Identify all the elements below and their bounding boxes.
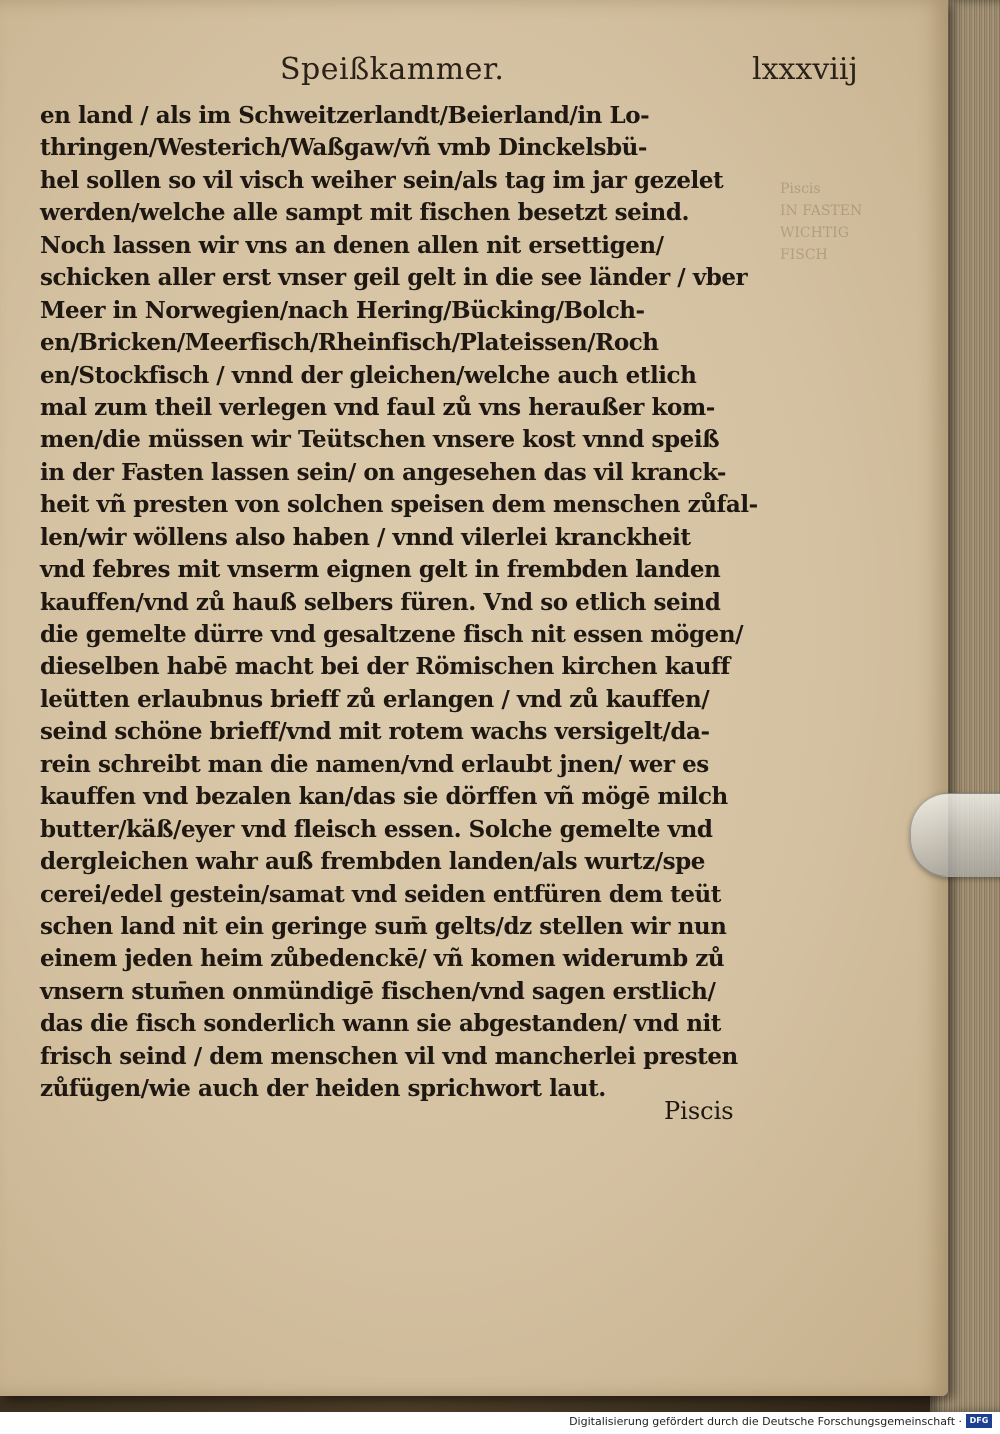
marginal-note-line: Piscis — [780, 181, 821, 197]
text-line: thringen/Westerich/Waßgaw/vñ vmb Dinckelsbü- — [40, 134, 648, 162]
text-line: vnd febres mit vnserm eignen gelt in frembden landen — [40, 556, 721, 584]
text-line: leütten erlaubnus brieff zů erlangen / vnd zů kauffen/ — [40, 685, 710, 713]
text-line: seind schöne brieff/vnd mit rotem wachs versigelt/da- — [40, 718, 710, 746]
text-line: in der Fasten lassen sein/ on angesehen das vil kranck- — [40, 458, 726, 486]
marginal-note-line: WICHTIG — [780, 225, 849, 241]
text-line: zůfügen/wie auch der heiden sprichwort laut. — [40, 1075, 606, 1103]
text-line: Meer in Norwegien/nach Hering/Bücking/Bolch- — [40, 296, 645, 324]
body-text — [40, 100, 770, 1106]
text-line: len/wir wöllens also haben / vnnd vilerlei kranckheit — [40, 523, 691, 551]
text-line: men/die müssen wir Teütschen vnsere kost vnnd speiß — [40, 426, 720, 454]
folio-number: lxxxviij — [752, 52, 858, 87]
running-head: Speißkammer. — [280, 52, 505, 87]
catchword: Piscis — [664, 1097, 734, 1125]
text-line: dergleichen wahr auß frembden landen/als wurtz/spe — [40, 848, 705, 876]
marginal-note — [780, 178, 920, 266]
text-line: mal zum theil verlegen vnd faul zů vns heraußer kom- — [40, 393, 715, 421]
marginal-note-line: FISCH — [780, 247, 828, 263]
marginal-note-line: IN FASTEN — [780, 203, 863, 219]
text-line: en/Stockfisch / vnnd der gleichen/welche auch etlich — [40, 361, 697, 389]
text-line: kauffen vnd bezalen kan/das sie dörffen vñ mögē milch — [40, 783, 728, 811]
text-line: vnsern stum̄en onmündigē fischen/vnd sagen erstlich/ — [40, 977, 716, 1005]
text-line: butter/käß/eyer vnd fleisch essen. Solche gemelte vnd — [40, 815, 713, 843]
text-line: Noch lassen wir vns an denen allen nit ersettigen/ — [40, 231, 664, 259]
text-line: en land / als im Schweitzerlandt/Beierland/in Lo- — [40, 102, 650, 129]
text-line: heit vñ presten von solchen speisen dem menschen zůfal- — [40, 491, 758, 519]
text-line: schen land nit ein geringe sum̄ gelts/dz stellen wir nun — [40, 912, 727, 940]
text-line: en/Bricken/Meerfisch/Rheinfisch/Plateissen/Roch — [40, 329, 659, 357]
funding-credit: Digitalisierung gefördert durch die Deutsche Forschungsgemeinschaft · — [569, 1415, 962, 1428]
text-line: frisch seind / dem menschen vil vnd mancherlei presten — [40, 1042, 738, 1070]
page-clip — [910, 793, 1000, 877]
text-line: die gemelte dürre vnd gesaltzene fisch nit essen mögen/ — [40, 621, 744, 648]
text-line: cerei/edel gestein/samat vnd seiden entfüren dem teüt — [40, 880, 721, 908]
text-line: hel sollen so vil visch weiher sein/als tag im jar gezelet — [40, 166, 724, 194]
text-line: rein schreibt man die namen/vnd erlaubt jnen/ wer es — [40, 750, 709, 778]
dfg-logo-icon: DFG — [966, 1414, 992, 1428]
text-line: schicken aller erst vnser geil gelt in die see länder / vber — [40, 264, 748, 292]
text-line: werden/welche alle sampt mit fischen besetzt seind. — [40, 199, 690, 227]
text-line: das die fisch sonderlich wann sie abgestanden/ vnd nit — [40, 1010, 721, 1038]
text-line: einem jeden heim zůbedenckē/ vñ komen widerumb zů — [40, 945, 725, 973]
text-line: dieselben habē macht bei der Römischen kirchen kauff — [40, 653, 730, 681]
text-line: kauffen/vnd zů hauß selbers füren. Vnd so etlich seind — [40, 588, 721, 616]
